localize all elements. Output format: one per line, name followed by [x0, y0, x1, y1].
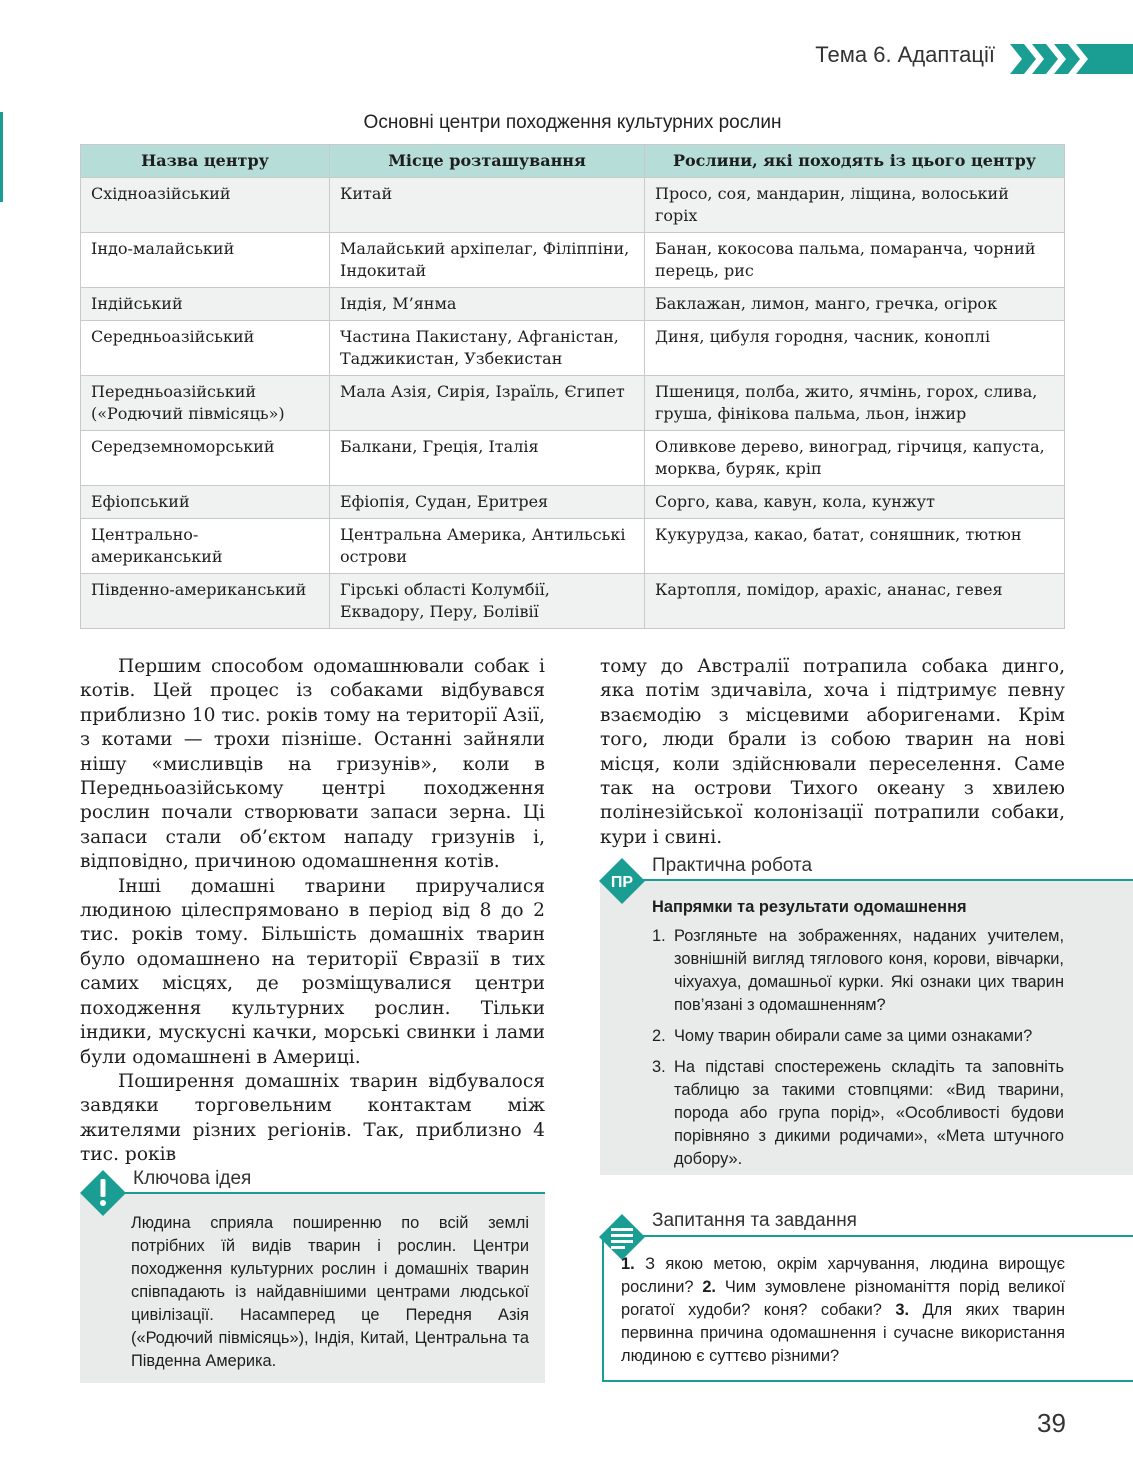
center-name: Ефіопський [81, 486, 330, 519]
running-header-title: Тема 6. Адаптації [815, 42, 995, 67]
center-name: Індійський [81, 288, 330, 321]
list-item [652, 1025, 1064, 1048]
question-number: 2. [702, 1278, 716, 1296]
center-location: Ефіопія, Судан, Еритрея [330, 486, 645, 519]
item-text: На підставі спостережень складіть та заповніть таблицю за такими стовпцями: «Вид тварини, порода або група порід», «Особливості будови порівняно з дикими родичами», «Мета штучного добору». [674, 1058, 1064, 1168]
center-plants: Кукурудза, какао, батат, соняшник, тютюн [645, 519, 1065, 574]
center-location: Малайський архіпелаг, Філіппіни, Індокитай [330, 233, 645, 288]
exclamation-icon [80, 1170, 126, 1216]
practical-work-heading: Напрямки та результати одомашнення [652, 898, 967, 916]
table-row [81, 574, 1065, 629]
practical-work-rule [632, 879, 1133, 881]
question-text: Чим зумовлене різноманіття порід великої рогатої худоби? коня? собаки? [621, 1278, 1065, 1319]
item-number: 3. [652, 1058, 666, 1076]
center-location: Центральна Америка, Антильські острови [330, 519, 645, 574]
list-item [652, 925, 1064, 1017]
paragraph: тому до Австралії потрапила собака динго, яка потім здичавіла, хоча і підтримує певну взаємодію з місцевими аборигенами. Крім того, люди брали із собою тварин на нові місця, коли здійснювали переселення. Саме так на острови Тихого океану з хвилею полінезійської колонізації потрапили собаки, кури і свині. [600, 656, 1065, 848]
paragraph: Поширення домашніх тварин відбувалося завдяки торговельним контактам між жителями різних регіонів. Так, приблизно 4 тис. років [80, 1070, 545, 1166]
right-text-column [600, 655, 1065, 850]
column-header-location: Місце розташування [330, 145, 645, 178]
item-text: Розгляньте на зображеннях, наданих учителем, зовнішній вигляд тяглового коня, корови, вівчарки, чіхуахуа, домашньої курки. Які ознаки цих тварин пов’язані з одомашненням? [674, 927, 1064, 1014]
table-row [81, 178, 1065, 233]
center-location: Частина Пакистану, Афганістан, Таджикистан, Узбекистан [330, 321, 645, 376]
table-row [81, 486, 1065, 519]
practical-work-list [652, 925, 1064, 1179]
question-text: З якою метою, окрім харчування, людина вирощує рослини? [621, 1255, 1065, 1296]
key-idea-rule [112, 1192, 545, 1194]
practical-work-icon [599, 858, 645, 904]
table-row [81, 376, 1065, 431]
key-idea-text: Людина сприяла поширенню по всій землі потрібних їй видів тварин і рослин. Центри походження культурних рослин і домашніх тварин співпадають із найдавнішими центрами людської цивілізації. Насамперед це Передня Азія («Родючий півмісяць»), Індія, Китай, Центральна та Південна Америка. [131, 1214, 529, 1370]
center-location: Мала Азія, Сирія, Ізраїль, Єгипет [330, 376, 645, 431]
table-header-row [81, 145, 1065, 178]
questions-text [621, 1253, 1065, 1368]
center-location: Балкани, Греція, Італія [330, 431, 645, 486]
center-plants: Оливкове дерево, виноград, гірчиця, капуста, морква, буряк, кріп [645, 431, 1065, 486]
question-number: 1. [621, 1255, 635, 1273]
page-edge-accent [0, 112, 3, 202]
center-plants: Сорго, кава, кавун, кола, кунжут [645, 486, 1065, 519]
question-text: Для яких тварин первинна причина одомашнення і сучасне використання людиною є суттєво різними? [621, 1301, 1065, 1365]
questions-rule [632, 1235, 1133, 1237]
key-idea-title: Ключова ідея [133, 1168, 252, 1189]
center-plants: Пшениця, полба, жито, ячмінь, горох, слива, груша, фінікова пальма, льон, інжир [645, 376, 1065, 431]
questions-title: Запитання та завдання [652, 1210, 857, 1231]
center-name: Середземноморський [81, 431, 330, 486]
list-item [652, 1056, 1064, 1171]
center-location: Китай [330, 178, 645, 233]
origin-centers-table [80, 144, 1065, 629]
item-number: 2. [652, 1027, 666, 1045]
center-plants: Просо, соя, мандарин, ліщина, волоський горіх [645, 178, 1065, 233]
center-location: Гірські області Колумбії, Еквадору, Перу, Болівії [330, 574, 645, 629]
center-name: Центрально-американський [81, 519, 330, 574]
table-title: Основні центри походження культурних рослин [363, 112, 782, 133]
center-location: Індія, М’янма [330, 288, 645, 321]
left-text-column [80, 655, 545, 1168]
column-header-name: Назва центру [81, 145, 330, 178]
practical-work-icon-label: ПР [610, 874, 634, 891]
question-number: 3. [895, 1301, 910, 1319]
table-row [81, 321, 1065, 376]
table-row [81, 233, 1065, 288]
table-row [81, 288, 1065, 321]
column-header-plants: Рослини, які походять із цього центру [645, 145, 1065, 178]
paragraph: Першим способом одомашнювали собак і котів. Цей процес із собаками відбувався приблизно 10 тис. років тому на території Азії, з котами — трохи пізніше. Останні зайняли нішу «мисливців на гризунів», коли в Передньоазійському центрі походження рослин почали створювати запаси зерна. Ці запаси стали об’єктом нападу гризунів і, відповідно, причиною одомашнення котів. [80, 656, 545, 873]
center-name: Південно-американський [81, 574, 330, 629]
center-plants: Баклажан, лимон, манго, гречка, огірок [645, 288, 1065, 321]
chevrons-decoration-icon [1010, 44, 1133, 74]
practical-work-title: Практична робота [652, 855, 813, 876]
table-row [81, 431, 1065, 486]
table-row [81, 519, 1065, 574]
center-plants: Банан, кокосова пальма, помаранча, чорний перець, рис [645, 233, 1065, 288]
center-plants: Диня, цибуля городня, часник, коноплі [645, 321, 1065, 376]
item-number: 1. [652, 927, 666, 945]
center-name: Східноазійський [81, 178, 330, 233]
center-name: Передньоазійський («Родючий півмісяць») [81, 376, 330, 431]
paragraph: Інші домашні тварини приручалися людиною цілеспрямовано в період від 8 до 2 тис. років тому. Більшість домашніх тварин було одомашнено на території Євразії в тих самих місцях, де розміщувалися центри походження культурних рослин. Тільки індики, мускусні качки, морські свинки і лами були одомашнені в Америці. [80, 875, 545, 1068]
center-name: Середньоазійський [81, 321, 330, 376]
page-number: 39 [1037, 1408, 1066, 1438]
center-plants: Картопля, помідор, арахіс, ананас, гевея [645, 574, 1065, 629]
center-name: Індо-малайський [81, 233, 330, 288]
item-text: Чому тварин обирали саме за цими ознаками? [674, 1027, 1033, 1045]
